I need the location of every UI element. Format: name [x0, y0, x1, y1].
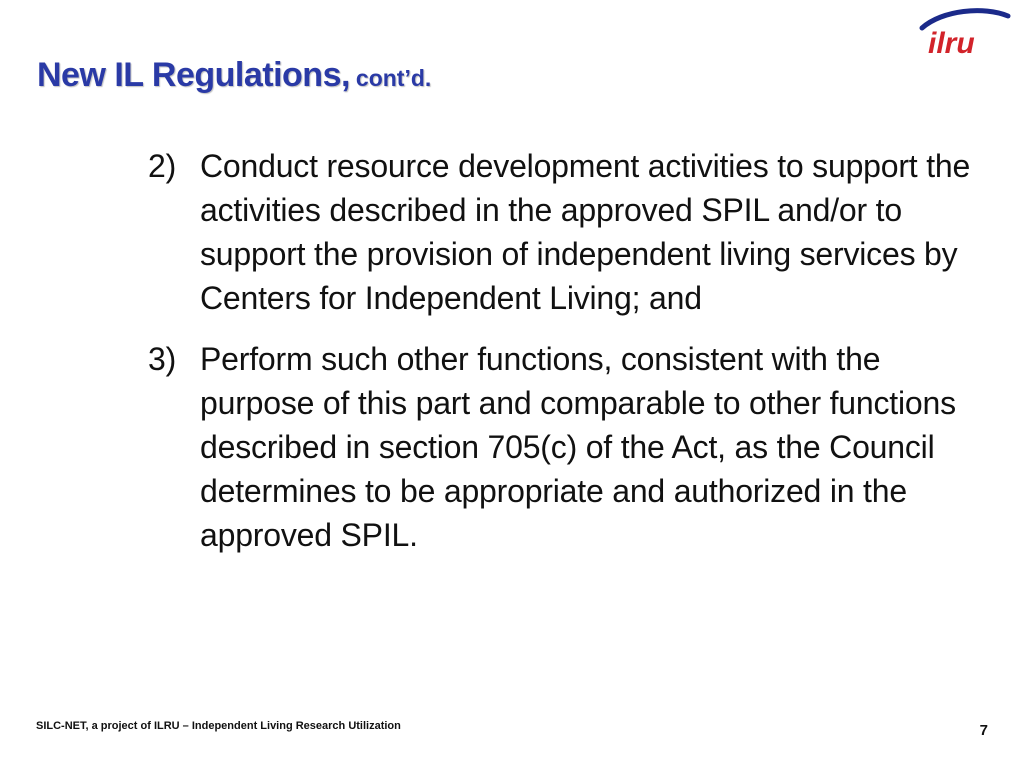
list-item-number: 3): [148, 341, 177, 377]
list-item-text: Perform such other functions, consistent with the purpose of this part and comparable to other functions described in section 705(c) of the Act, as the Council determines to be appropriate and authorized in the approved SPIL.: [200, 341, 956, 553]
ilru-logo-icon: [918, 6, 1014, 62]
list-item-number: 2): [148, 148, 177, 184]
page-number: 7: [979, 722, 988, 739]
footer-text: SILC-NET, a project of ILRU – Independent Living Research Utilization: [36, 720, 401, 732]
slide-title-continued: cont’d.: [355, 65, 432, 91]
list-item-text: Conduct resource development activities to support the activities described in the approved SPIL and/or to support the provision of independent living services by Centers for Independent Living; and: [200, 148, 971, 316]
content-list: [148, 144, 998, 557]
slide-title-main: New IL Regulations,: [37, 56, 350, 94]
list-item: [148, 337, 998, 557]
ilru-logo-text: ilru: [928, 27, 975, 60]
slide-title: [37, 56, 431, 95]
list-item: [148, 144, 998, 320]
